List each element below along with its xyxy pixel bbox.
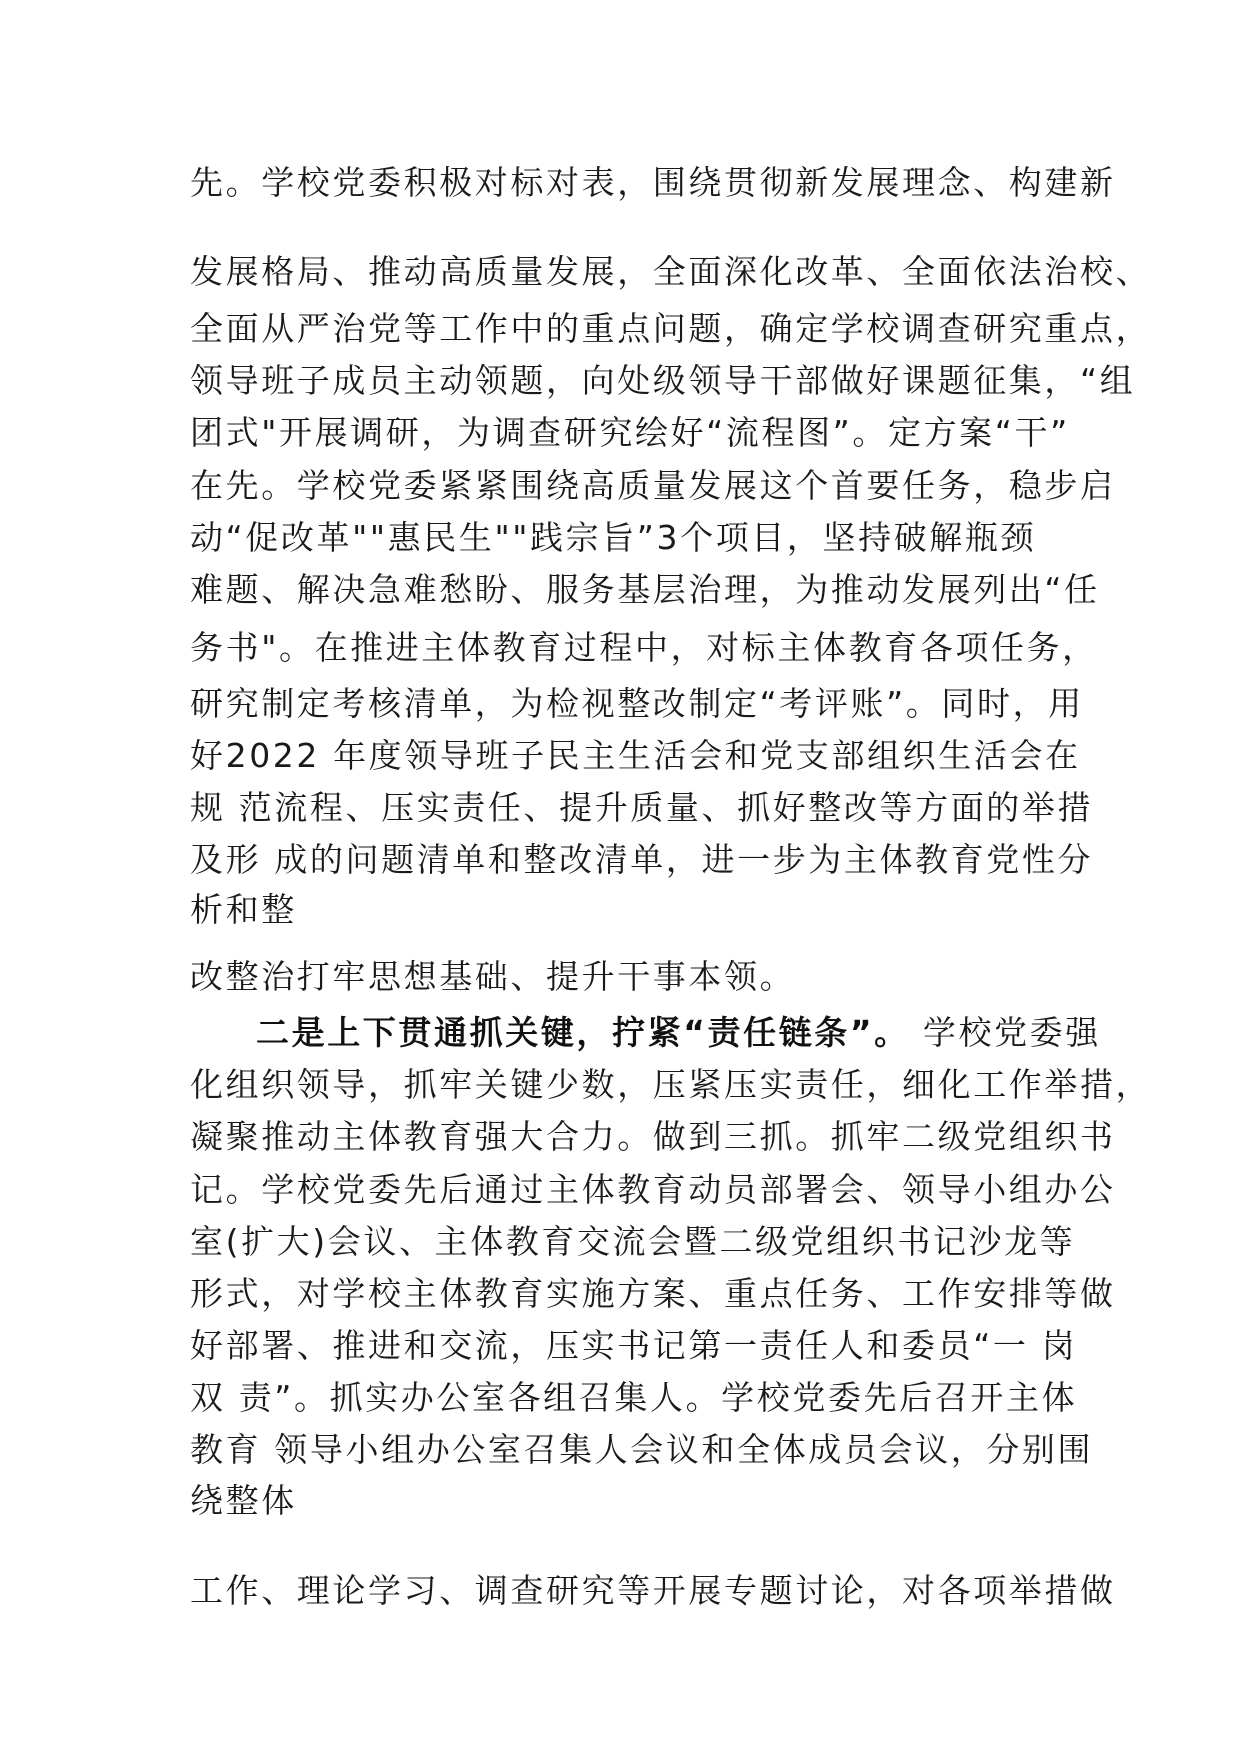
section-heading-line: [256, 1013, 1101, 1053]
body-text-line: 改整治打牢思想基础、提升干事本领。: [190, 957, 796, 996]
body-text-line: 绕整体: [190, 1481, 297, 1520]
body-text-line: 化组织领导，抓牢关键少数，压紧压实责任，细化工作举措，: [190, 1065, 1152, 1104]
body-text-line: 记。学校党委先后通过主体教育动员部署会、领导小组办公: [190, 1170, 1116, 1209]
body-text-line: 形式，对学校主体教育实施方案、重点任务、工作安排等做: [190, 1274, 1116, 1313]
body-text-line: 全面从严治党等工作中的重点问题，确定学校调查研究重点，: [190, 309, 1152, 348]
body-text-line: 双 责”。抓实办公室各组召集人。学校党委先后召开主体: [190, 1378, 1078, 1417]
body-text-line: 析和整: [190, 890, 297, 929]
body-text-line: 动“促改革""惠民生""践宗旨”3个项目，坚持破解瓶颈: [190, 518, 1037, 557]
body-text-line: 难题、解决急难愁盼、服务基层治理，为推动发展列出“任: [190, 570, 1100, 609]
body-text-line: 好2022 年度领导班子民主生活会和党支部组织生活会在: [190, 736, 1081, 775]
body-text-line: 室(扩大)会议、主体教育交流会暨二级党组织书记沙龙等: [190, 1222, 1076, 1261]
body-text-line: 规 范流程、压实责任、提升质量、抓好整改等方面的举措: [190, 788, 1094, 827]
body-text-line: 先。学校党委积极对标对表，围绕贯彻新发展理念、构建新: [190, 163, 1116, 202]
body-text-line: 发展格局、推动高质量发展，全面深化改革、全面依法治校、: [190, 252, 1152, 291]
body-text-line: 在先。学校党委紧紧围绕高质量发展这个首要任务，稳步启: [190, 466, 1116, 505]
section-heading: 二是上下贯通抓关键，拧紧“责任链条”。: [256, 1013, 910, 1052]
body-text-line: 凝聚推动主体教育强大合力。做到三抓。抓牢二级党组织书: [190, 1117, 1116, 1156]
body-text-line: 团式"开展调研，为调查研究绘好“流程图”。定方案“干”: [190, 413, 1070, 452]
body-text-line: 教育 领导小组办公室召集人会议和全体成员会议，分别围: [190, 1430, 1094, 1469]
body-text-line: 研究制定考核清单，为检视整改制定“考评账”。同时，用: [190, 684, 1084, 723]
body-text-line: 好部署、推进和交流，压实书记第一责任人和委员“一 岗: [190, 1326, 1078, 1365]
section-heading-rest: 学校党委强: [909, 1013, 1101, 1052]
body-text-line: 及形 成的问题清单和整改清单，进一步为主体教育党性分: [190, 840, 1094, 879]
body-text-line: 工作、理论学习、调查研究等开展专题讨论，对各项举措做: [190, 1571, 1116, 1610]
body-text-line: 务书"。在推进主体教育过程中，对标主体教育各项任务，: [190, 628, 1098, 667]
body-text-line: 领导班子成员主动领题，向处级领导干部做好课题征集，“组: [190, 361, 1136, 400]
